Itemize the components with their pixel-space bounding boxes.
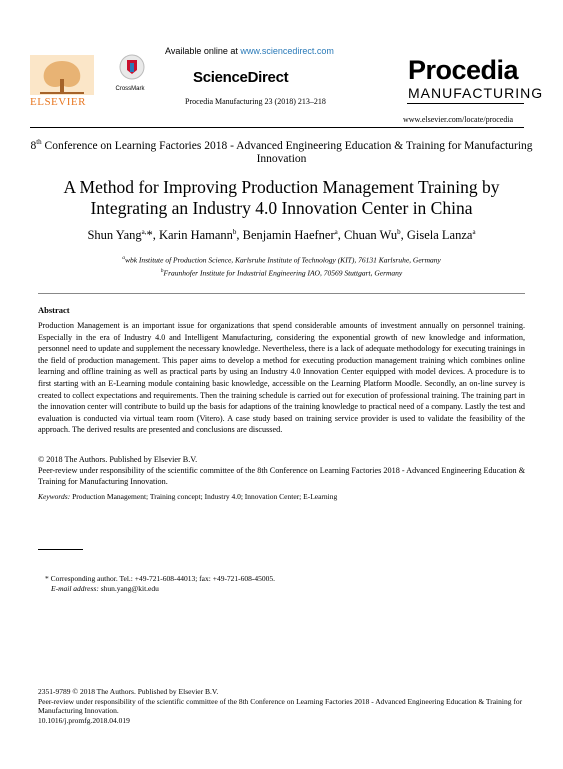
paper-title: A Method for Improving Production Management Training by Integrating an Industry 4.0 Innovation Center in China	[63, 177, 500, 218]
abstract-body: Production Management is an important issue for organizations that spend considerable amounts of investment annually on personnel training. Especially in the era of Industry 4.0 and Intelligent Manufacturing, considering the exponential growth of new knowledge and information, personnel need to update and supplement the necessary knowledge. Nevertheless, there is a lack of adequate methodology for executing trainings in the field of production management. This paper aims to develop a method for executing production management training which combines online learning and offline training as well as practical parts by using an Industry 4.0 Innovation Center equipped with model devices. A procedure is to first starting with an E-Learning module containing basic knowledge, accessible on the Learning Platform Moodle. Secondly, an on-line survey is created to collect expectations and requirements. Then the training schedule is carried out for execution of professional training. The training part in the innovation center will contribute to build up the basis for adaptions of the training knowledge to practical need of a company. Lastly the test and evaluation is conducted via virtual team room (Vitero). A case study based on training service provider is used to validate the feasibility of the approach. The derived results are presented and conclusions are discussed.	[38, 321, 525, 435]
affiliations	[30, 253, 533, 278]
author-affil: a	[472, 228, 476, 236]
affiliation	[30, 266, 533, 279]
author	[344, 228, 407, 242]
abstract-divider	[38, 293, 525, 294]
manufacturing-wordmark: MANUFACTURING	[408, 85, 544, 101]
journal-reference: Procedia Manufacturing 23 (2018) 213–218	[185, 97, 326, 106]
conference-text: Conference on Learning Factories 2018 - Advanced Engineering Education & Training for Manufacturing Innovation	[41, 139, 533, 165]
keywords	[38, 492, 528, 501]
sciencedirect-wordmark: ScienceDirect	[193, 69, 289, 86]
procedia-wordmark: Procedia	[408, 55, 519, 85]
doi-link[interactable]: 10.1016/j.promfg.2018.04.019	[38, 715, 130, 725]
crossmark-label: CrossMark	[115, 86, 145, 92]
conference-name	[30, 136, 533, 166]
author	[243, 228, 344, 242]
email-line	[45, 584, 275, 594]
affiliation-text: Fraunhofer Institute for Industrial Engineering IAO, 70569 Stuttgart, Germany	[163, 268, 403, 277]
affiliation-text: wbk Institute of Production Science, Karlsruhe Institute of Technology (KIT), 76131 Karlsruhe, Germany	[124, 255, 441, 265]
copyright-line: © 2018 The Authors. Published by Elsevier B.V.	[38, 455, 198, 464]
conference-ordinal: 8	[30, 139, 37, 152]
author-affil: b	[232, 228, 237, 236]
author	[407, 228, 476, 242]
corresponding-mark: *	[146, 228, 153, 243]
email-label: E-mail address:	[51, 584, 99, 593]
sciencedirect-url-link[interactable]: www.sciencedirect.com	[240, 46, 334, 56]
author-affil: b	[397, 228, 401, 236]
available-prefix: Available online at	[165, 46, 241, 56]
author-name: Shun Yang	[87, 228, 142, 243]
affiliation-marker: a	[122, 255, 125, 261]
author-affil: a,	[141, 228, 147, 236]
publication-info	[38, 687, 528, 725]
author-sep: ,	[337, 228, 345, 243]
bottom-peer-review: Peer-review under responsibility of the scientific committee of the 8th Conference on Learning Factories 2018 - Advanced Engineering Education & Training for Manufacturing Innovation.	[38, 696, 523, 716]
keywords-label: Keywords:	[38, 492, 71, 501]
author	[87, 228, 159, 242]
conference-ordinal-suffix: th	[36, 138, 42, 146]
affiliation	[30, 253, 533, 266]
header-divider	[30, 127, 524, 128]
author-name: Benjamin Haefner	[242, 228, 335, 243]
author-name: Gisela Lanza	[406, 228, 473, 243]
footnote	[45, 574, 275, 594]
availability-line	[165, 46, 334, 56]
keywords-text: Production Management; Training concept; Industry 4.0; Innovation Center; E-Learning	[70, 492, 338, 501]
author-name: Chuan Wu	[344, 228, 398, 243]
crossmark-icon	[119, 54, 145, 80]
author-sep: ,	[152, 228, 159, 243]
author-affil: a	[334, 228, 338, 236]
footnote-divider	[38, 549, 83, 550]
peer-review-line: Peer-review under responsibility of the scientific committee of the 8th Conference on Learning Factories 2018 - Advanced Engineering Education & Training for Manufacturing Innovation.	[38, 466, 526, 486]
elsevier-wordmark: ELSEVIER	[30, 96, 86, 108]
corresponding-author: * Corresponding author. Tel.: +49-721-608-44013; fax: +49-721-608-45005.	[45, 574, 276, 583]
email-link[interactable]: shun.yang@kit.edu	[98, 584, 159, 593]
author	[159, 228, 243, 242]
copyright-block	[38, 454, 528, 487]
author-sep: ,	[236, 228, 243, 243]
affiliation-marker: b	[160, 267, 164, 274]
journal-url-link[interactable]: www.elsevier.com/locate/procedia	[403, 115, 514, 124]
crossmark-badge[interactable]	[117, 54, 147, 92]
author-sep: ,	[400, 228, 407, 243]
issn-line: 2351-9789 © 2018 The Authors. Published by Elsevier B.V.	[38, 687, 219, 696]
author-list	[30, 228, 533, 243]
procedia-logo	[408, 55, 544, 101]
author-name: Karin Hamann	[158, 228, 233, 243]
procedia-divider	[407, 103, 524, 104]
abstract-heading: Abstract	[38, 305, 70, 315]
